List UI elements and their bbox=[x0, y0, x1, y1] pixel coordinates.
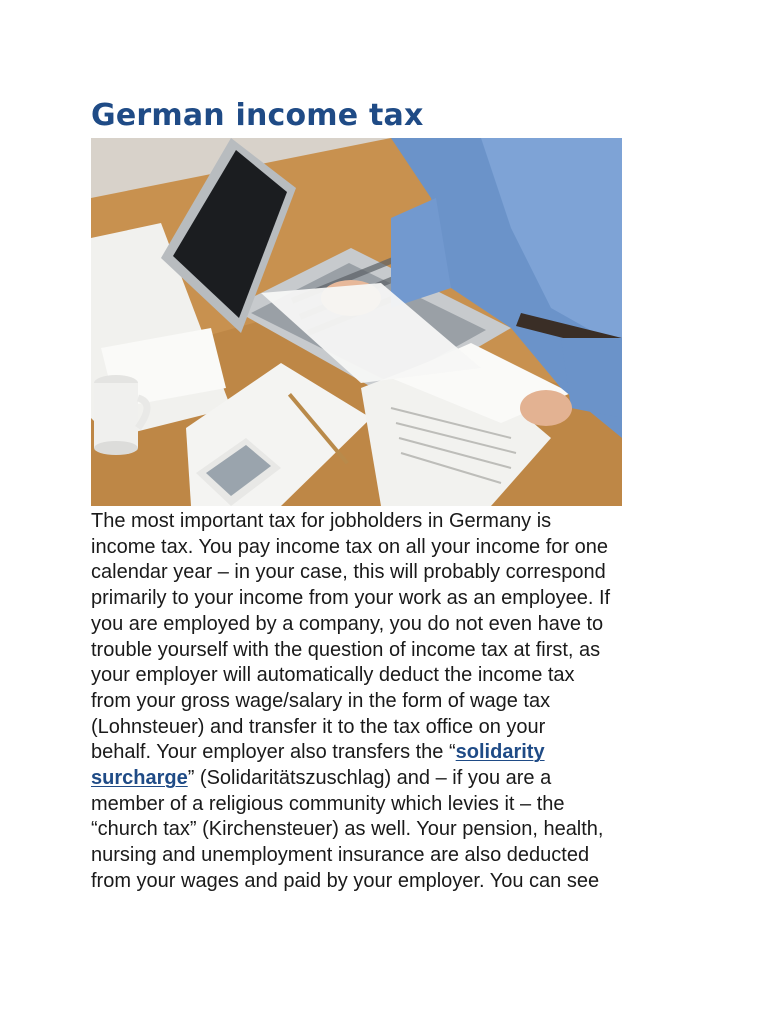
body-line: your employer will automatically deduct the income tax bbox=[91, 664, 575, 687]
body-line: calendar year – in your case, this will probably correspond bbox=[91, 561, 606, 584]
body-line: The most important tax for jobholders in Germany is bbox=[91, 510, 552, 532]
body-line: income tax. You pay income tax on all your income for one bbox=[91, 535, 608, 558]
solidarity-surcharge-link[interactable]: surcharge bbox=[91, 767, 188, 790]
body-line: primarily to your income from your work as an employee. If bbox=[91, 587, 611, 610]
article-photo bbox=[91, 138, 622, 506]
photo-illustration bbox=[91, 138, 622, 506]
body-line: behalf. Your employer also transfers the “solidarity bbox=[91, 741, 545, 764]
body-line: from your gross wage/salary in the form of wage tax bbox=[91, 689, 551, 712]
body-line: (Lohnsteuer) and transfer it to the tax office on your bbox=[91, 715, 546, 738]
body-line: “church tax” (Kirchensteuer) as well. Your pension, health, bbox=[91, 818, 604, 841]
body-line: surcharge” (Solidaritätszuschlag) and – if you are a bbox=[91, 767, 552, 790]
body-line: you are employed by a company, you do not even have to bbox=[91, 612, 604, 635]
solidarity-surcharge-link[interactable]: solidarity bbox=[455, 741, 545, 764]
body-line: from your wages and paid by your employer. You can see bbox=[91, 869, 600, 892]
article-body bbox=[91, 509, 691, 895]
page-title: German income tax bbox=[91, 98, 424, 133]
body-line: member of a religious community which levies it – the bbox=[91, 792, 565, 815]
body-line: trouble yourself with the question of income tax at first, as bbox=[91, 638, 601, 661]
body-line: nursing and unemployment insurance are also deducted bbox=[91, 844, 590, 867]
